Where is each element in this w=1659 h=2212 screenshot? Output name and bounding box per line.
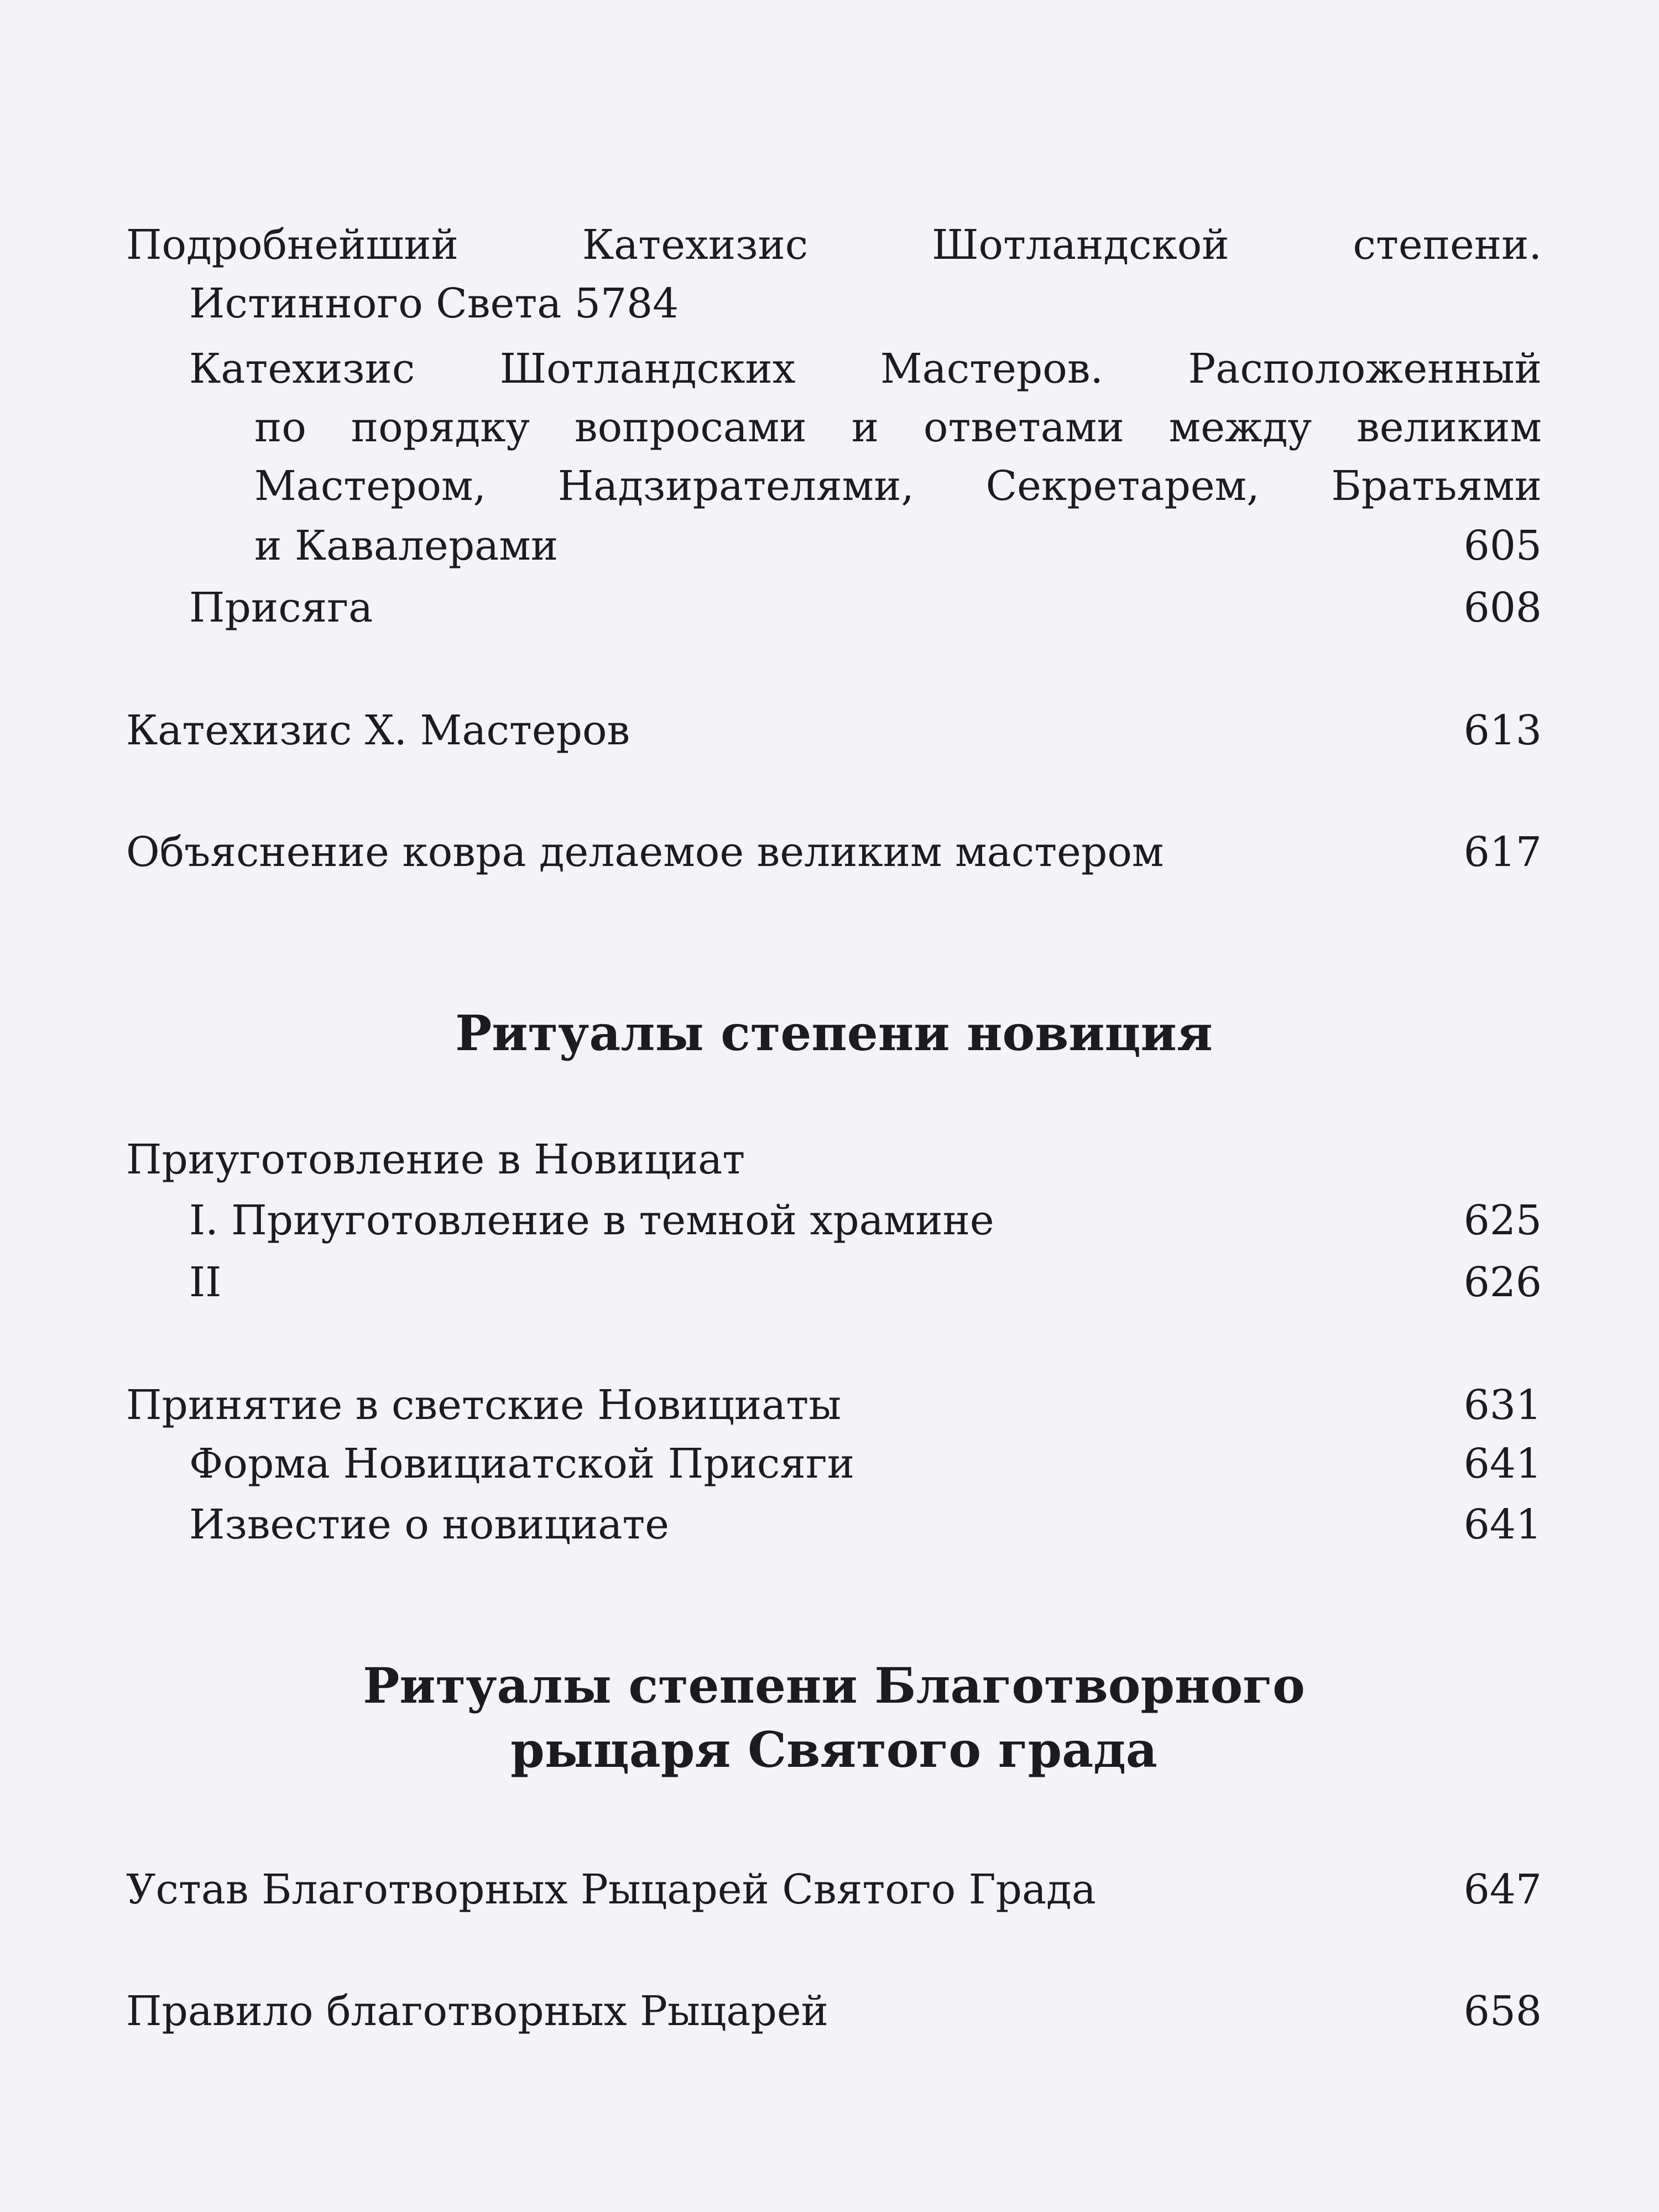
section-heading-novice: Ритуалы степени новиция xyxy=(455,1004,1213,1062)
page-number: 647 xyxy=(1463,1866,1542,1913)
toc-entry-x-masters-catechism xyxy=(126,701,1542,760)
toc-subentry-masters-catechism-cont xyxy=(254,398,1542,457)
page-number: 631 xyxy=(1463,1381,1542,1429)
toc-entry-title: Объяснение ковра делаемое великим мастером xyxy=(126,828,1164,876)
toc-subentry-novitiate-oath xyxy=(189,1434,1542,1493)
section-heading-knight xyxy=(126,1653,1542,1782)
toc-subentry-title: Известие о новициате xyxy=(189,1501,670,1548)
toc-entry-title: Принятие в светские Новициаты xyxy=(126,1381,842,1429)
toc-subentry-ii xyxy=(189,1253,1542,1312)
toc-subentry-title: Форма Новициатской Присяги xyxy=(189,1440,855,1488)
toc-entry-title: Катехизис X. Мастеров xyxy=(126,707,630,754)
toc-subentry-masters-catechism xyxy=(189,340,1542,398)
toc-entry-title: Устав Благотворных Рыцарей Святого Града xyxy=(126,1866,1096,1913)
toc-entry-title-continuation xyxy=(189,274,1542,333)
toc-subentry-line3: Мастером, Надзирателями, Секретарем, Братьями xyxy=(254,462,1542,510)
toc-entry-title-line2: Истинного Света 5784 xyxy=(189,280,679,327)
page-number: 641 xyxy=(1463,1501,1542,1548)
toc-entry-scottish-catechism xyxy=(126,216,1542,274)
page-number: 617 xyxy=(1463,828,1542,876)
page-number: 658 xyxy=(1463,1987,1542,2035)
page-number: 625 xyxy=(1463,1197,1542,1244)
toc-subentry-line1: Катехизис Шотландских Мастеров. Расположенный xyxy=(189,345,1542,393)
toc-subentry-masters-catechism-last xyxy=(254,517,1542,575)
page-number: 626 xyxy=(1463,1259,1542,1306)
toc-subentry-dark-chamber xyxy=(189,1191,1542,1250)
toc-subentry-title: II xyxy=(189,1259,222,1306)
page-number: 605 xyxy=(1463,522,1542,570)
toc-subentry-title: Присяга xyxy=(189,584,373,632)
toc-entry-title: Правило благотворных Рыцарей xyxy=(126,1987,828,2035)
toc-subentry-line2: по порядку вопросами и ответами между великим xyxy=(254,404,1542,451)
toc-entry-title: Подробнейший Катехизис Шотландской степени. xyxy=(126,221,1542,269)
page-number: 613 xyxy=(1463,707,1542,754)
section-heading-line2: рыцаря Святого града xyxy=(510,1721,1157,1778)
toc-entry-secular-novitiate xyxy=(126,1376,1542,1434)
toc-entry-knights-rule xyxy=(126,1982,1542,2041)
section-heading-line1: Ритуалы степени Благотворного xyxy=(363,1657,1305,1714)
toc-subentry-novitiate-notice xyxy=(189,1495,1542,1554)
page-number: 641 xyxy=(1463,1440,1542,1488)
toc-subentry-masters-catechism-cont2 xyxy=(254,457,1542,515)
toc-subentry-oath xyxy=(189,578,1542,637)
toc-entry-knights-statute xyxy=(126,1860,1542,1919)
toc-entry-carpet-explanation xyxy=(126,823,1542,881)
toc-subentry-line4: и Кавалерами xyxy=(254,522,559,570)
page-number: 608 xyxy=(1463,584,1542,632)
toc-entry-novitiate-preparation xyxy=(126,1130,1542,1189)
toc-subentry-title: I. Приуготовление в темной храмине xyxy=(189,1197,994,1244)
toc-entry-title: Приуготовление в Новициат xyxy=(126,1136,745,1183)
